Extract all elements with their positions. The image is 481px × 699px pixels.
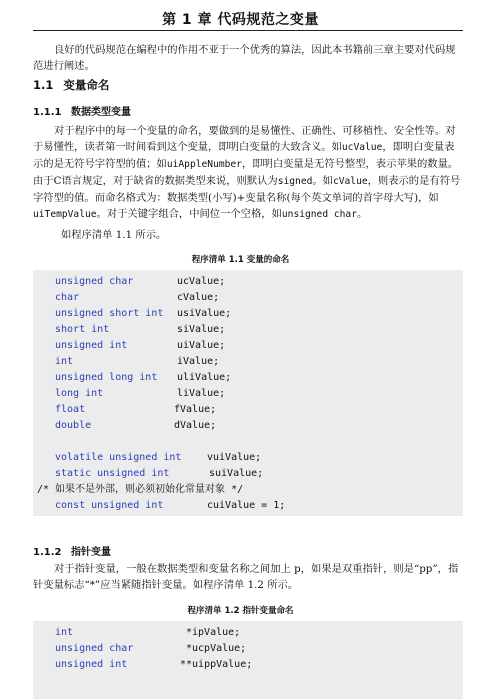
code-type-keyword: unsigned char bbox=[55, 643, 134, 654]
code-identifier: uiValue; bbox=[177, 340, 226, 351]
code-type-keyword: int bbox=[55, 627, 74, 638]
subsection-number: 1.1.2 bbox=[33, 547, 62, 558]
code-identifier: dValue; bbox=[174, 420, 217, 431]
code-type-keyword: int bbox=[55, 356, 74, 367]
listing-caption-1: 程序清单 1.1 变量的命名 bbox=[191, 255, 290, 265]
code-identifier: iValue; bbox=[177, 356, 220, 367]
code-line bbox=[55, 468, 264, 480]
code-identifier: cValue; bbox=[177, 292, 220, 303]
code-line bbox=[55, 356, 220, 368]
code-type-keyword: unsigned char bbox=[55, 276, 134, 287]
code-comment: /* 如果不是外部，则必须初始化常量对象 */ bbox=[37, 484, 244, 495]
code-identifier: suiValue; bbox=[209, 468, 264, 479]
intro-paragraph: 良好的代码规范在编程中的作用不亚于一个优秀的算法，因此本书籍前三章主要对代码规范进行阐述。 bbox=[33, 44, 456, 72]
code-type-keyword: short int bbox=[55, 324, 110, 335]
code-line bbox=[55, 643, 247, 655]
paragraph-text: ，即明白变量是无符号整型，表示苹果的数量。由于C语言规定，对于缺省的数据类型来说，则默认为 bbox=[33, 158, 459, 187]
code-line bbox=[55, 452, 262, 464]
code-identifier: uliValue; bbox=[177, 372, 232, 383]
subsection-heading-2 bbox=[33, 543, 111, 558]
code-line bbox=[55, 388, 226, 400]
code-line bbox=[55, 500, 286, 512]
code-listing-2 bbox=[33, 621, 463, 699]
code-listing-1 bbox=[33, 270, 463, 516]
paragraph-text: ，则表示的是有符号字符型的值。而命名格式为：数据类型(小写)+变量名称(每个英文单词的首字母大写)，如 bbox=[33, 175, 461, 204]
code-line bbox=[55, 659, 253, 671]
listing-caption-2: 程序清单 1.2 指针变量命名 bbox=[187, 606, 294, 616]
section-title: 变量命名 bbox=[63, 78, 110, 92]
code-type-keyword: double bbox=[55, 420, 92, 431]
subsection-number: 1.1.1 bbox=[33, 107, 62, 118]
code-type-keyword: unsigned int bbox=[55, 659, 128, 670]
code-line bbox=[55, 292, 220, 304]
code-identifier: vuiValue; bbox=[207, 452, 262, 463]
code-identifier: siValue; bbox=[177, 324, 226, 335]
code-line bbox=[55, 308, 232, 320]
code-line bbox=[55, 420, 217, 432]
code-type-keyword: static unsigned int bbox=[55, 468, 170, 479]
listing-reference: 如程序清单 1.1 所示。 bbox=[61, 229, 167, 241]
subsection-title: 指针变量 bbox=[70, 547, 111, 558]
code-type-keyword: volatile unsigned int bbox=[55, 452, 182, 463]
code-term: uiAppleNumber bbox=[166, 159, 242, 170]
code-type-keyword: const unsigned int bbox=[55, 500, 164, 511]
paragraph-text: ，即明白变量表示的是无符号字符型的值；如 bbox=[33, 141, 455, 170]
paragraph-text: 。 bbox=[356, 208, 368, 220]
chapter-title: 第 1 章 代码规范之变量 bbox=[162, 12, 319, 28]
naming-paragraph bbox=[33, 123, 463, 223]
code-identifier: fValue; bbox=[174, 404, 217, 415]
code-line bbox=[55, 404, 217, 416]
code-identifier: cuiValue = 1; bbox=[207, 500, 286, 511]
code-identifier: usiValue; bbox=[177, 308, 232, 319]
code-identifier: *ucpValue; bbox=[186, 643, 247, 654]
code-type-keyword: long int bbox=[55, 388, 104, 399]
paragraph-text: 。对于关键字组合，中间位一个空格，如 bbox=[96, 208, 282, 220]
code-identifier: **uippValue; bbox=[180, 659, 253, 670]
code-type-keyword: float bbox=[55, 404, 86, 415]
paragraph-text: 。如 bbox=[312, 175, 333, 187]
subsection-heading-1 bbox=[33, 103, 131, 118]
code-identifier: *ipValue; bbox=[186, 627, 241, 638]
pointer-paragraph: 对于指针变量，一般在数据类型和变量名称之间加上 p，如果是双重指针，则是“pp”，指针变量标志“*”应当紧随指针变量。如程序清单 1.2 所示。 bbox=[33, 563, 459, 591]
code-line bbox=[55, 372, 232, 384]
code-term: ucValue bbox=[341, 142, 383, 153]
section-number: 1.1 bbox=[33, 78, 54, 92]
code-type-keyword: unsigned long int bbox=[55, 372, 158, 383]
code-type-keyword: unsigned int bbox=[55, 340, 128, 351]
code-type-keyword: unsigned short int bbox=[55, 308, 164, 319]
code-term: unsigned char bbox=[281, 209, 357, 220]
title-divider bbox=[33, 30, 463, 31]
code-identifier: ucValue; bbox=[177, 276, 226, 287]
section-heading bbox=[33, 77, 109, 93]
code-type-keyword: char bbox=[55, 292, 80, 303]
code-line bbox=[55, 276, 226, 288]
code-term: signed bbox=[277, 176, 313, 187]
code-line bbox=[55, 324, 226, 336]
paragraph-text: 对于程序中的每一个变量的命名，要做到的是易懂性、正确性、可移植性、安全性等。对于易懂性，读者第一时间看到这个变量，即明白变量的大致含义。如 bbox=[33, 125, 456, 153]
code-line bbox=[55, 340, 226, 352]
subsection-title: 数据类型变量 bbox=[70, 107, 131, 118]
code-term: cValue bbox=[332, 176, 368, 187]
code-line bbox=[37, 484, 243, 496]
code-identifier: liValue; bbox=[177, 388, 226, 399]
code-term: uiTempValue bbox=[33, 209, 97, 220]
code-line bbox=[55, 627, 241, 639]
